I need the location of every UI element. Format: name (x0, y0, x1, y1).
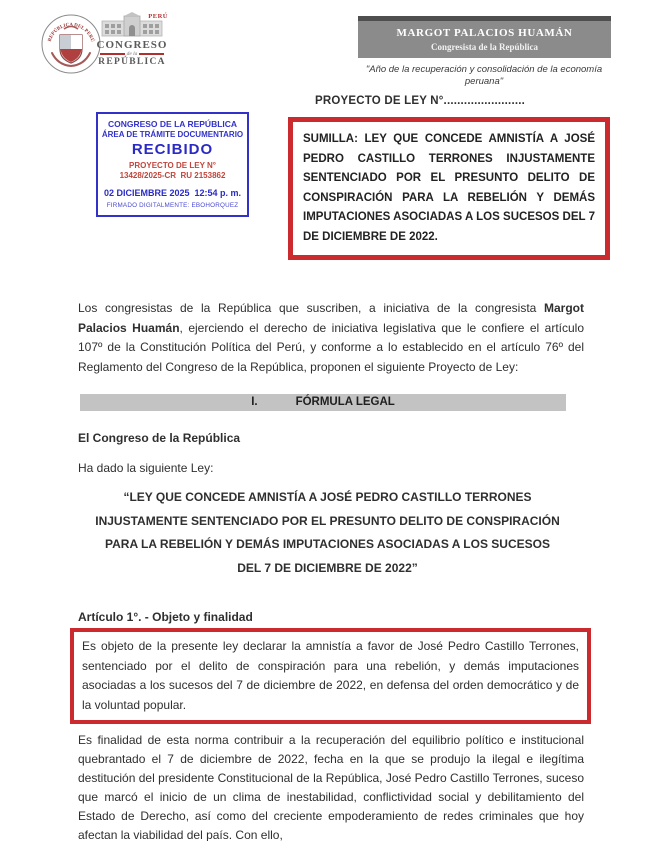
banner-top-strip (358, 16, 611, 21)
sumilla-highlight-box (288, 117, 610, 260)
stamp-project-label: PROYECTO DE LEY N° (129, 161, 216, 170)
intro-paragraph (78, 299, 584, 377)
stamp-office: ÁREA DE TRÁMITE DOCUMENTARIO (101, 130, 244, 139)
congresista-role: Congresista de la República (430, 42, 539, 52)
article1-heading: Artículo 1°. - Objeto y finalidad (78, 610, 253, 624)
article1-object-text: Es objeto de la presente ley declarar la amnistía a favor de José Pedro Castillo Terrones, sentenciado por el delito de conspiración para una rebelión, y demás imputaciones asociadas a los sucesos del 7 de diciembre de 2022, en defensa del orden democrático y de la voluntad popular. (82, 639, 579, 712)
section-title: FÓRMULA LEGAL (295, 396, 395, 408)
sumilla-text: SUMILLA: LEY QUE CONCEDE AMNISTÍA A JOSÉ PEDRO CASTILLO TERRONES INJUSTAMENTE SENTENCIADO POR EL PRESUNTO DELITO DE CONSPIRACIÓN PARA LA REBELIÓN Y DEMÁS IMPUTACIONES ASOCIADAS A LOS SUCESOS DEL 7 DE DICIEMBRE DE 2022. (303, 133, 595, 243)
stamp-institution: CONGRESO DE LA REPÚBLICA (107, 119, 238, 129)
law-title: “LEY QUE CONCEDE AMNISTÍA A JOSÉ PEDRO CASTILLO TERRONES INJUSTAMENTE SENTENCIADO POR EL PRESUNTO DELITO DE CONSPIRACIÓN PARA LA REBELIÓN Y DEMÁS IMPUTACIONES ASOCIADAS A LOS SUCESOS DEL 7 DE DICIEMBRE DE 2022” (95, 490, 560, 575)
intro-congresista-bold: Margot Palacios Huamán (78, 301, 584, 335)
coat-of-arms-icon (40, 13, 102, 75)
congress-logo-line1: CONGRESO (96, 39, 168, 51)
peru-coat-of-arms (40, 13, 102, 75)
reception-stamp (96, 112, 249, 217)
section-formula-legal-bar (80, 394, 566, 411)
congresista-name: MARGOT PALACIOS HUAMÁN (396, 27, 573, 39)
intro-part1: Los congresistas de la República que suscriben, a iniciativa de la congresista (78, 301, 544, 315)
stamp-project-number: 13428/2025-CR RU 2153862 (119, 171, 226, 180)
intro-part2: , ejerciendo el derecho de iniciativa legislativa que le confiere el artículo 107º de la Constitución Política del Perú, y conforme a lo establecido en el artículo 76º del Reglamento del Congreso de la República, proponen el siguiente Proyecto de Ley: (78, 320, 585, 374)
project-law-number-heading: PROYECTO DE LEY N°........................ (315, 95, 526, 107)
congress-logo (94, 12, 170, 67)
stamp-digital-signature: FIRMADO DIGITALMENTE: EBOHORQUEZ (106, 202, 239, 209)
congress-logo-country-label: PERÚ (148, 13, 168, 20)
article1-highlight-box (70, 628, 591, 724)
congress-logo-line2: de la (126, 51, 138, 57)
stamp-datetime: 02 DICIEMBRE 2025 12:54 p. m. (103, 188, 242, 198)
section-number: I. (251, 396, 258, 408)
article1-purpose-paragraph: Es finalidad de esta norma contribuir a la recuperación del equilibrio político e institucional quebrantado el 7 de diciembre de 2022, fecha en la que se produjo la ilegal e ilegítima destitución del presidente Constitucional de la República, José Pedro Castillo Terrones, suceso que marcó el inicio de un clima de inestabilidad, conflictividad social y debilitamiento del Estado de Derecho, así como del creciente empoderamiento de redes criminales que hoy afectan la viabilidad del país. Con ello, (78, 733, 584, 841)
congresista-banner (358, 16, 611, 58)
congress-logo-line3: REPÚBLICA (98, 57, 166, 67)
svg-text:REPÚBLICA DEL PERÚ: REPÚBLICA DEL PERÚ (47, 22, 95, 43)
congress-of-republic-line: El Congreso de la República (78, 431, 241, 445)
logo-rule-left (100, 53, 125, 55)
stamp-received-label: RECIBIDO (131, 141, 214, 158)
has-given-law-line: Ha dado la siguiente Ley: (78, 461, 214, 475)
logo-rule-right (139, 53, 164, 55)
year-motto: "Año de la recuperación y consolidación de la economía peruana" (365, 64, 603, 87)
